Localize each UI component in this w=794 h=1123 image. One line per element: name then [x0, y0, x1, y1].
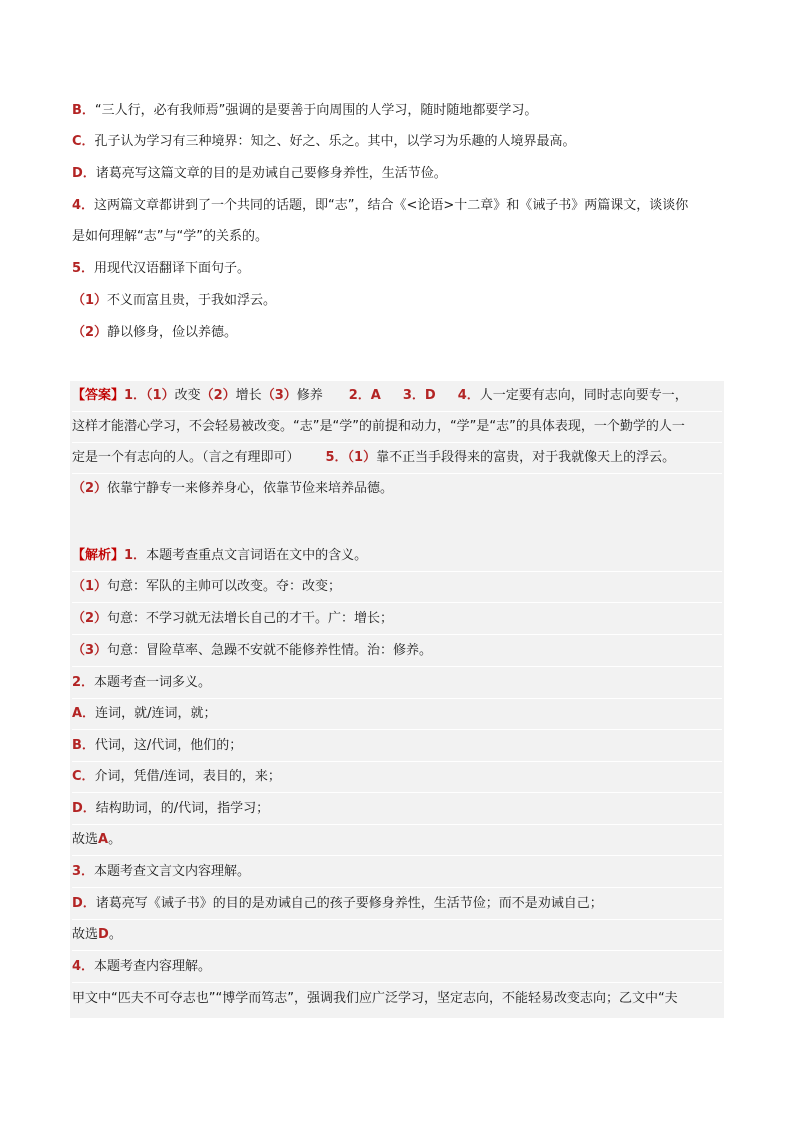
analysis-5-text: 本题考查一词多义。 — [94, 675, 212, 690]
question-4-line-1 — [72, 196, 724, 216]
analysis-row-15 — [72, 984, 722, 1014]
answer-row-2 — [72, 412, 722, 443]
question-5-label: 5． — [72, 261, 95, 276]
analysis-7-text: 代词，这/代词，他们的； — [94, 738, 243, 753]
analysis-14-text: 本题考查内容理解。 — [94, 959, 212, 974]
answer-5-2: 依靠宁静专一来修养身心，依靠节俭来培养品德。 — [107, 481, 394, 496]
sentence-2-label: （2） — [72, 325, 108, 340]
option-b — [72, 101, 724, 121]
option-d-text: 诸葛亮写这篇文章的目的是劝诫自己要修身养性，生活节俭。 — [95, 166, 447, 181]
question-4-text-1: 这两篇文章都讲到了一个共同的话题，即“志”，结合《<论语>十二章》和《诫子书》两篇课文，谈谈你 — [94, 198, 689, 213]
analysis-row-7 — [72, 731, 722, 762]
question-4-label: 4． — [72, 198, 95, 213]
analysis-10-label: A — [98, 832, 109, 847]
analysis-8-text: 介词，凭借/连词，表目的，来； — [94, 769, 281, 784]
analysis-6-text: 连词，就/连词，就； — [95, 706, 217, 721]
question-4-text-2: 是如何理解“志”与“学”的关系的。 — [72, 229, 268, 244]
analysis-1-label: 1． — [124, 548, 147, 563]
analysis-13-post: 。 — [108, 927, 122, 942]
answer-row-1 — [72, 381, 722, 412]
analysis-4-label: （3） — [72, 643, 108, 658]
answer-3-label: 3．D — [402, 388, 436, 403]
answer-line-2: 这样才能潜心学习，不会轻易被改变。“志”是“学”的前提和动力，“学”是“志”的具体表现，一个勤学的人一 — [72, 419, 685, 434]
option-b-label: B． — [72, 103, 95, 118]
answer-4-1: 人一定要有志向，同时志向要专一， — [479, 388, 688, 403]
analysis-10-post: 。 — [108, 832, 122, 847]
answer-tag: 【答案】 — [72, 388, 125, 403]
answer-1-2-label: （2） — [200, 388, 236, 403]
option-d — [72, 164, 724, 184]
sentence-2-text: 静以修身，俭以养德。 — [107, 325, 238, 340]
analysis-row-10 — [72, 825, 722, 856]
answer-1-3: 修养 — [296, 388, 323, 403]
question-5-text: 用现代汉语翻译下面句子。 — [94, 261, 251, 276]
analysis-9-text: 结构助词，的/代词，指学习； — [95, 801, 270, 816]
answer-4-label: 4． — [457, 388, 480, 403]
analysis-11-label: 3． — [72, 864, 95, 879]
sentence-2 — [72, 323, 724, 343]
analysis-3-text: 句意：不学习就无法增长自己的才干。广：增长； — [107, 611, 394, 626]
answer-panel — [70, 381, 724, 509]
analysis-row-4 — [72, 636, 722, 667]
answer-row-3 — [72, 443, 722, 474]
analysis-row-11 — [72, 857, 722, 888]
answer-1-2: 增长 — [235, 388, 262, 403]
analysis-2-text: 句意：军队的主帅可以改变。夺：改变； — [107, 579, 342, 594]
answer-2-label: 2．A — [348, 388, 381, 403]
analysis-2-label: （1） — [72, 579, 108, 594]
answer-1-label: 1．（1） — [124, 388, 175, 403]
analysis-4-text: 句意：冒险草率、急躁不安就不能修养性情。治：修养。 — [107, 643, 433, 658]
analysis-11-text: 本题考查文言文内容理解。 — [94, 864, 251, 879]
analysis-8-label: C． — [72, 769, 95, 784]
answer-5-2-label: （2） — [72, 481, 108, 496]
option-c — [72, 132, 724, 152]
answer-1-1: 改变 — [174, 388, 201, 403]
analysis-12-text: 诸葛亮写《诫子书》的目的是劝诫自己的孩子要修身养性，生活节俭；而不是劝诫自己； — [95, 896, 603, 911]
sentence-1-label: （1） — [72, 293, 108, 308]
option-c-text: 孔子认为学习有三种境界：知之、好之、乐之。其中，以学习为乐趣的人境界最高。 — [94, 134, 576, 149]
answer-5-1: 靠不正当手段得来的富贵，对于我就像天上的浮云。 — [376, 450, 676, 465]
analysis-5-label: 2． — [72, 675, 95, 690]
option-c-label: C． — [72, 134, 95, 149]
answer-line-3: 定是一个有志向的人。（言之有理即可） — [72, 450, 300, 465]
analysis-9-label: D． — [72, 801, 96, 816]
option-d-label: D． — [72, 166, 96, 181]
analysis-13-pre: 故选 — [72, 927, 99, 942]
analysis-7-label: B． — [72, 738, 95, 753]
sentence-1-text: 不义而富且贵，于我如浮云。 — [107, 293, 277, 308]
analysis-row-8 — [72, 762, 722, 793]
analysis-row-3 — [72, 604, 722, 635]
analysis-panel — [70, 509, 724, 1018]
answer-1-3-label: （3） — [261, 388, 297, 403]
analysis-row-2 — [72, 572, 722, 603]
analysis-tag: 【解析】 — [72, 548, 125, 563]
question-5 — [72, 259, 724, 279]
analysis-1-text: 本题考查重点文言词语在文中的含义。 — [146, 548, 368, 563]
analysis-row-14 — [72, 952, 722, 983]
analysis-10-pre: 故选 — [72, 832, 99, 847]
analysis-row-12 — [72, 889, 722, 920]
analysis-row-9 — [72, 794, 722, 825]
analysis-row-1 — [72, 541, 722, 572]
analysis-15-text: 甲文中“匹夫不可夺志也”“博学而笃志”，强调我们应广泛学习，坚定志向，不能轻易改变志向；乙文中“夫 — [72, 991, 678, 1006]
analysis-14-label: 4． — [72, 959, 95, 974]
analysis-12-label: D． — [72, 896, 96, 911]
question-4-line-2 — [72, 227, 724, 247]
answer-5-label: 5．（1） — [325, 450, 377, 465]
answer-row-4 — [72, 474, 722, 504]
analysis-row-6 — [72, 699, 722, 730]
analysis-13-label: D — [98, 927, 109, 942]
analysis-3-label: （2） — [72, 611, 108, 626]
analysis-row-13 — [72, 920, 722, 951]
analysis-row-5 — [72, 668, 722, 699]
sentence-1 — [72, 291, 724, 311]
option-b-text: “三人行，必有我师焉”强调的是要善于向周围的人学习，随时随地都要学习。 — [94, 103, 538, 118]
analysis-6-label: A． — [72, 706, 96, 721]
